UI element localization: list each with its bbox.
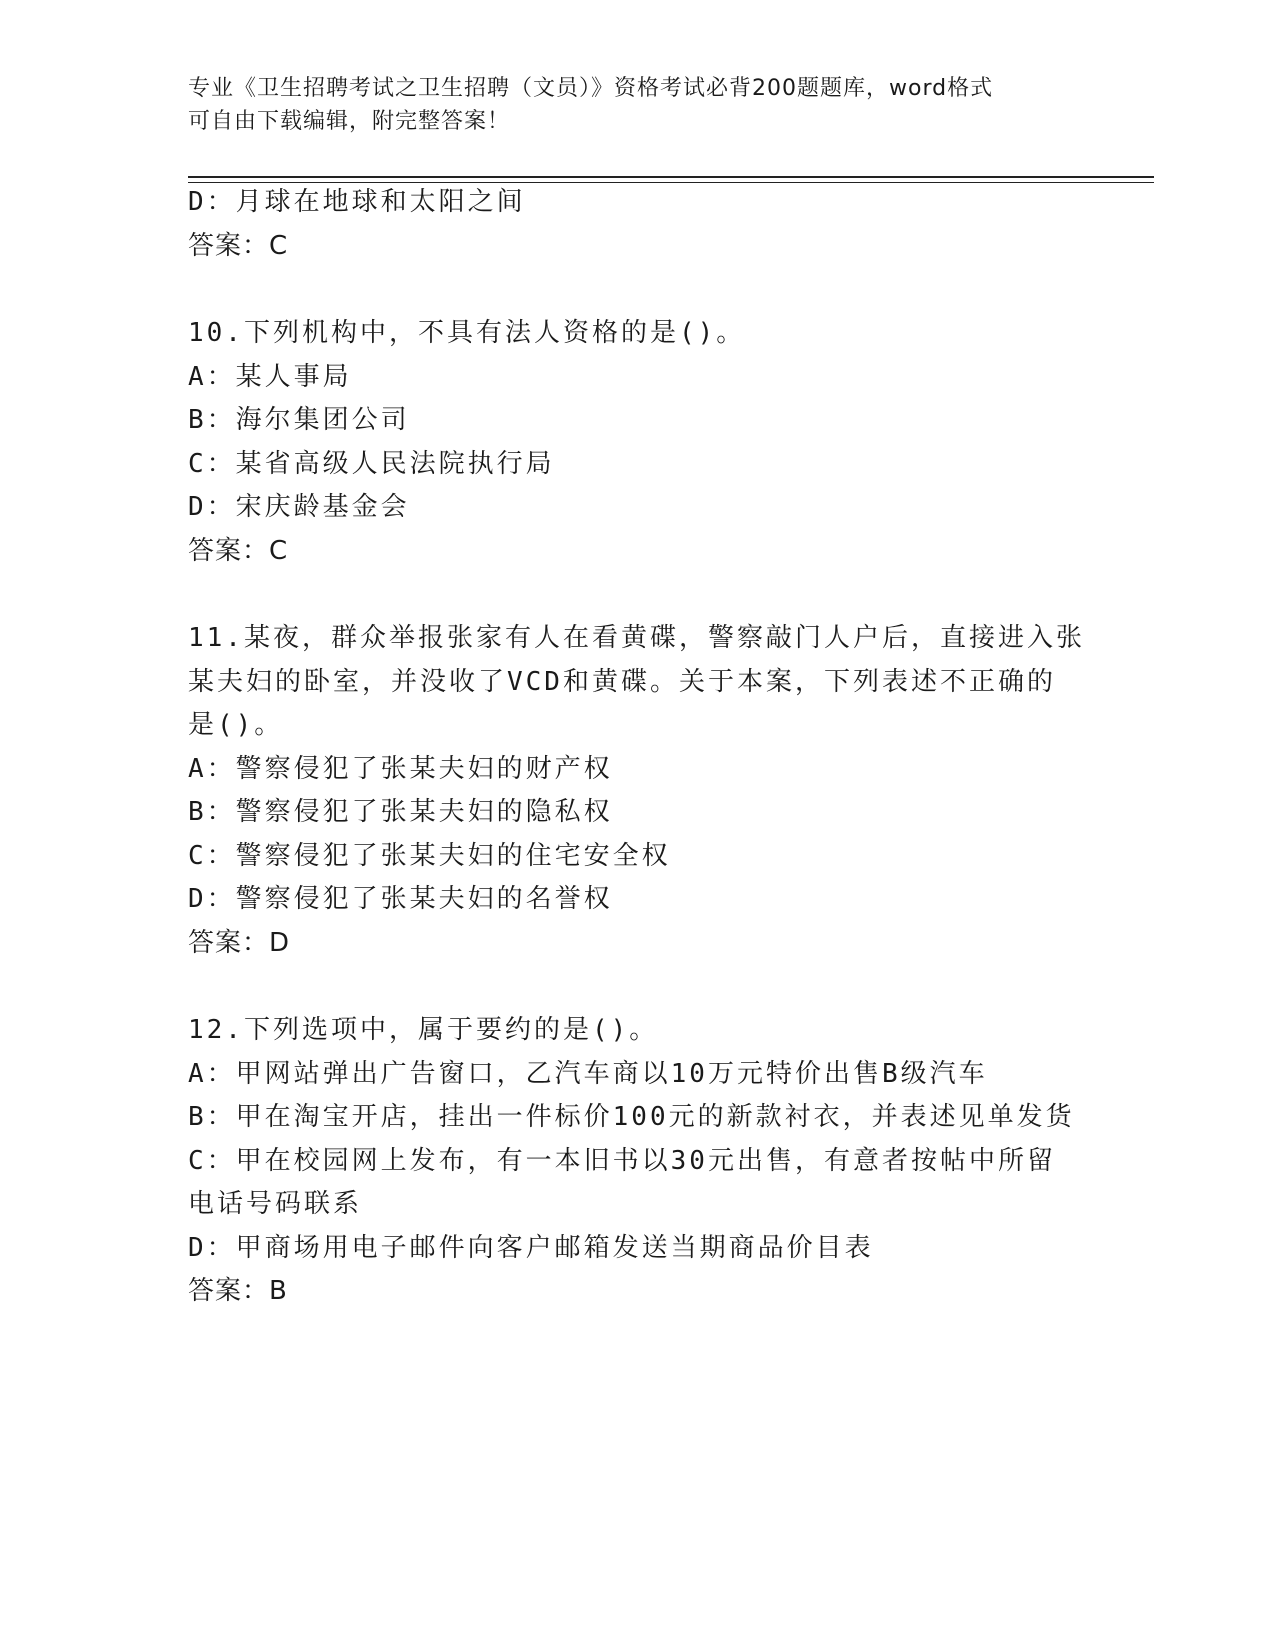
q11-stem-line-1: 11.某夜，群众举报张家有人在看黄碟，警察敲门人户后，直接进入张 xyxy=(188,623,1085,653)
prev-option-d: D：月球在地球和太阳之间 xyxy=(188,187,526,217)
q10-option-a: A：某人事局 xyxy=(188,362,352,392)
document-header xyxy=(188,72,1088,138)
q10-option-c: C：某省高级人民法院执行局 xyxy=(188,449,555,479)
q12-stem: 12.下列选项中，属于要约的是()。 xyxy=(188,1015,659,1045)
prev-answer: 答案：C xyxy=(188,231,289,261)
header-line-2: 可自由下载编辑，附完整答案！ xyxy=(188,109,511,134)
q12-option-c-line-1: C：甲在校园网上发布，有一本旧书以30元出售，有意者按帖中所留 xyxy=(188,1146,1056,1176)
q11-answer: 答案：D xyxy=(188,928,291,958)
header-divider-thin xyxy=(188,182,1154,183)
q11-option-a: A：警察侵犯了张某夫妇的财产权 xyxy=(188,754,613,784)
q11-option-c: C：警察侵犯了张某夫妇的住宅安全权 xyxy=(188,841,671,871)
q12-option-a: A：甲网站弹出广告窗口，乙汽车商以10万元特价出售B级汽车 xyxy=(188,1059,988,1089)
q10-option-d: D：宋庆龄基金会 xyxy=(188,492,410,522)
header-divider-thick xyxy=(188,176,1154,178)
q10-option-b: B：海尔集团公司 xyxy=(188,405,410,435)
q10-answer: 答案：C xyxy=(188,536,289,566)
q10-stem: 10.下列机构中，不具有法人资格的是()。 xyxy=(188,318,746,348)
q11-stem-line-3: 是()。 xyxy=(188,710,284,740)
q12-option-c-line-2: 电话号码联系 xyxy=(188,1189,363,1219)
q11-option-b: B：警察侵犯了张某夫妇的隐私权 xyxy=(188,797,613,827)
q12-option-d: D：甲商场用电子邮件向客户邮箱发送当期商品价目表 xyxy=(188,1233,874,1263)
q12-option-b: B：甲在淘宝开店，挂出一件标价100元的新款衬衣，并表述见单发货 xyxy=(188,1102,1075,1132)
q12-answer: 答案：B xyxy=(188,1276,288,1306)
header-line-1: 专业《卫生招聘考试之卫生招聘（文员）》资格考试必背200题题库，word格式 xyxy=(188,76,994,101)
q11-stem-line-2: 某夫妇的卧室，并没收了VCD和黄碟。关于本案，下列表述不正确的 xyxy=(188,667,1056,697)
q11-option-d: D：警察侵犯了张某夫妇的名誉权 xyxy=(188,884,613,914)
